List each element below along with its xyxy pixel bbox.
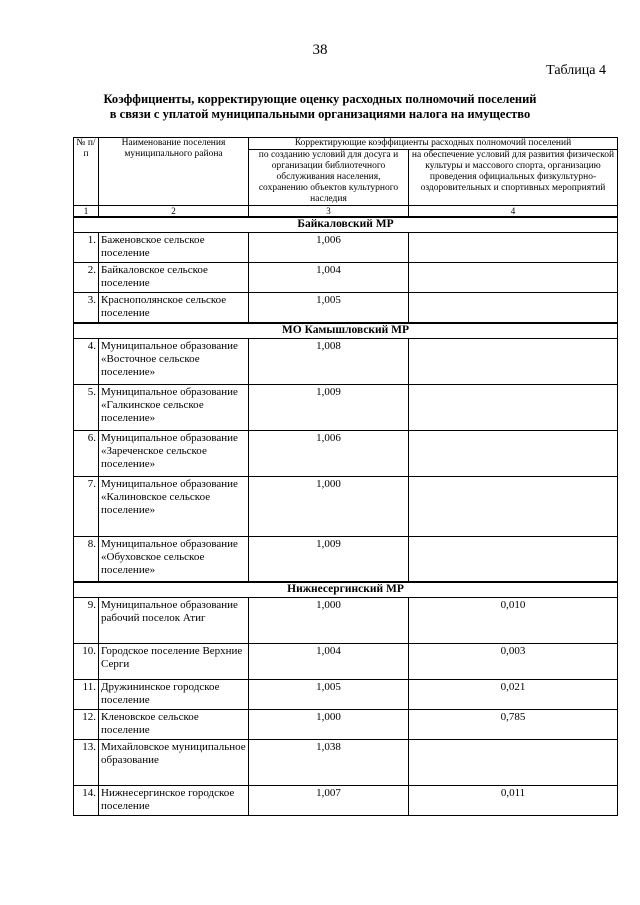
table-row bbox=[74, 293, 618, 323]
table-row bbox=[74, 338, 618, 384]
coef-culture: 1,000 bbox=[249, 598, 409, 644]
table-row bbox=[74, 644, 618, 680]
table-row bbox=[74, 740, 618, 786]
row-number: 3. bbox=[74, 293, 99, 323]
row-number: 11. bbox=[74, 680, 99, 710]
column-number: 2 bbox=[99, 206, 249, 218]
table-row bbox=[74, 263, 618, 293]
coef-culture: 1,005 bbox=[249, 293, 409, 323]
row-number: 1. bbox=[74, 233, 99, 263]
row-number: 6. bbox=[74, 430, 99, 476]
row-number: 2. bbox=[74, 263, 99, 293]
settlement-name: Муниципальное образование «Калиновское сельское поселение» bbox=[99, 476, 249, 536]
coef-sport bbox=[409, 476, 618, 536]
coef-culture: 1,009 bbox=[249, 536, 409, 582]
coef-culture: 1,038 bbox=[249, 740, 409, 786]
header-col3: по созданию условий для досуга и организации библиотечного обслуживания населения, сохранению объектов культурного наследия bbox=[249, 150, 409, 206]
settlement-name: Нижнесергинское городское поселение bbox=[99, 786, 249, 816]
coef-sport bbox=[409, 293, 618, 323]
coef-sport bbox=[409, 233, 618, 263]
settlement-name: Байкаловское сельское поселение bbox=[99, 263, 249, 293]
coef-sport bbox=[409, 740, 618, 786]
coef-sport bbox=[409, 430, 618, 476]
row-number: 9. bbox=[74, 598, 99, 644]
coef-culture: 1,000 bbox=[249, 710, 409, 740]
table-row bbox=[74, 476, 618, 536]
table-row bbox=[74, 710, 618, 740]
coef-culture: 1,007 bbox=[249, 786, 409, 816]
group-header-row bbox=[74, 582, 618, 598]
header-num: № п/п bbox=[74, 138, 99, 206]
header-col4: на обеспечение условий для развития физической культуры и массового спорта, организацию проведения официальных физкультурно-оздоровительных и спортивных мероприятий bbox=[409, 150, 618, 206]
row-number: 12. bbox=[74, 710, 99, 740]
row-number: 13. bbox=[74, 740, 99, 786]
table-label: Таблица 4 bbox=[546, 63, 606, 78]
table-body bbox=[74, 217, 618, 816]
settlement-name: Муниципальное образование «Восточное сельское поселение» bbox=[99, 338, 249, 384]
coef-sport: 0,010 bbox=[409, 598, 618, 644]
settlement-name: Городское поселение Верхние Серги bbox=[99, 644, 249, 680]
settlement-name: Краснополянское сельское поселение bbox=[99, 293, 249, 323]
coef-sport: 0,003 bbox=[409, 644, 618, 680]
coef-sport bbox=[409, 338, 618, 384]
title-line-2: в связи с уплатой муниципальными организациями налога на имущество bbox=[109, 107, 531, 121]
settlement-name: Муниципальное образование «Обуховское сельское поселение» bbox=[99, 536, 249, 582]
coef-culture: 1,004 bbox=[249, 644, 409, 680]
row-number: 4. bbox=[74, 338, 99, 384]
group-header-row bbox=[74, 323, 618, 339]
coef-sport: 0,011 bbox=[409, 786, 618, 816]
settlement-name: Кленовское сельское поселение bbox=[99, 710, 249, 740]
settlement-name: Дружининское городское поселение bbox=[99, 680, 249, 710]
coef-culture: 1,004 bbox=[249, 263, 409, 293]
header-group: Корректирующие коэффициенты расходных полномочий поселений bbox=[249, 138, 618, 150]
settlement-name: Баженовское сельское поселение bbox=[99, 233, 249, 263]
coef-sport bbox=[409, 536, 618, 582]
document-title bbox=[60, 92, 580, 122]
coef-culture: 1,006 bbox=[249, 430, 409, 476]
row-number: 14. bbox=[74, 786, 99, 816]
coef-culture: 1,008 bbox=[249, 338, 409, 384]
coef-culture: 1,009 bbox=[249, 384, 409, 430]
group-title: Нижнесергинский МР bbox=[74, 582, 618, 598]
row-number: 5. bbox=[74, 384, 99, 430]
column-number: 4 bbox=[409, 206, 618, 218]
row-number: 7. bbox=[74, 476, 99, 536]
coef-culture: 1,005 bbox=[249, 680, 409, 710]
group-header-row bbox=[74, 217, 618, 233]
coef-sport: 0,021 bbox=[409, 680, 618, 710]
coef-sport bbox=[409, 384, 618, 430]
settlement-name: Муниципальное образование «Зареченское сельское поселение» bbox=[99, 430, 249, 476]
page-number: 38 bbox=[312, 42, 328, 58]
coef-culture: 1,006 bbox=[249, 233, 409, 263]
coefficients-table bbox=[73, 137, 618, 816]
coef-culture: 1,000 bbox=[249, 476, 409, 536]
settlement-name: Муниципальное образование «Галкинское сельское поселение» bbox=[99, 384, 249, 430]
row-number: 10. bbox=[74, 644, 99, 680]
coef-sport: 0,785 bbox=[409, 710, 618, 740]
table-row bbox=[74, 233, 618, 263]
table-row bbox=[74, 598, 618, 644]
table-row bbox=[74, 680, 618, 710]
column-number: 1 bbox=[74, 206, 99, 218]
settlement-name: Михайловское муниципальное образование bbox=[99, 740, 249, 786]
coef-sport bbox=[409, 263, 618, 293]
table-row bbox=[74, 384, 618, 430]
table-row bbox=[74, 430, 618, 476]
title-line-1: Коэффициенты, корректирующие оценку расходных полномочий поселений bbox=[103, 92, 537, 106]
table-row bbox=[74, 536, 618, 582]
group-title: Байкаловский МР bbox=[74, 217, 618, 233]
header-name: Наименование поселения муниципального района bbox=[99, 138, 249, 206]
table-row bbox=[74, 786, 618, 816]
row-number: 8. bbox=[74, 536, 99, 582]
column-number: 3 bbox=[249, 206, 409, 218]
group-title: МО Камышловский МР bbox=[74, 323, 618, 339]
settlement-name: Муниципальное образование рабочий поселок Атиг bbox=[99, 598, 249, 644]
